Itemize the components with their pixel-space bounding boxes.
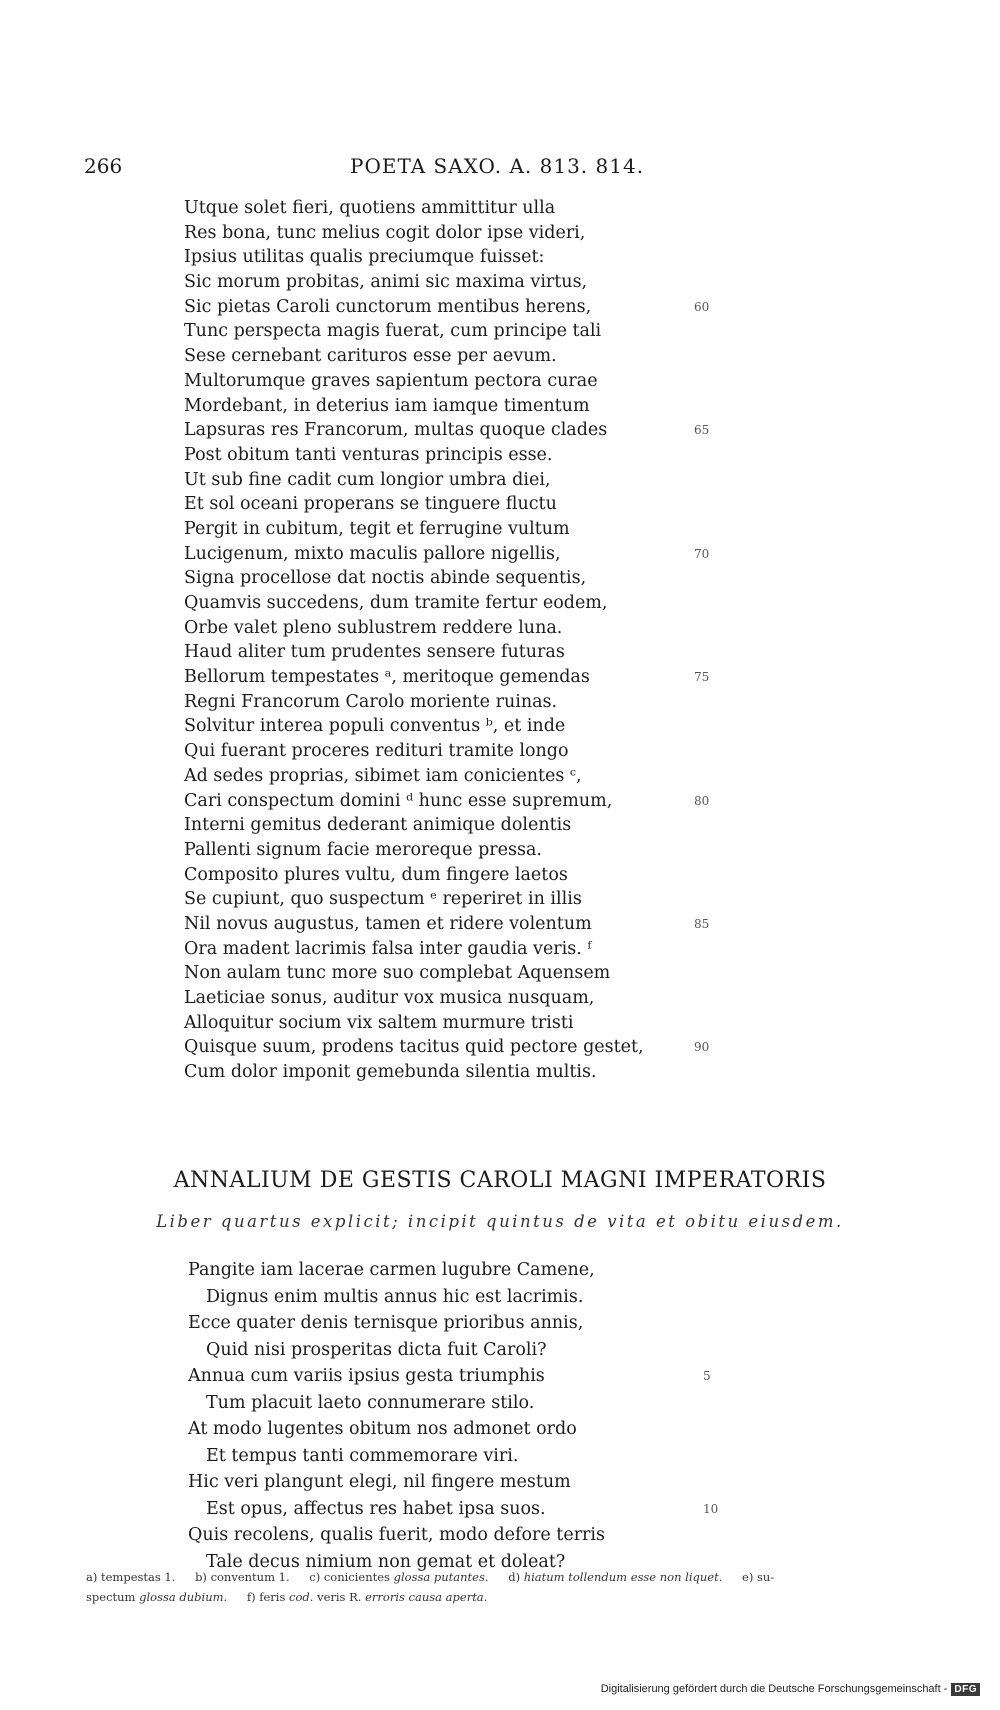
elegy-block: [188, 1257, 748, 1575]
line-text: Qui fuerant proceres redituri tramite longo: [184, 741, 569, 762]
elegy-line: [188, 1496, 748, 1523]
elegy-line: [188, 1284, 748, 1311]
line-number: 60: [694, 299, 710, 314]
footnote-e-continued: [86, 1590, 227, 1604]
line-text: Quid nisi prosperitas dicta fuit Caroli?: [206, 1339, 547, 1360]
line-text: Ecce quater denis ternisque prioribus annis,: [188, 1313, 584, 1333]
verse-line: [184, 542, 784, 567]
footnote-f-note: erroris causa aperta.: [365, 1590, 488, 1604]
line-text: Nil novus augustus, tamen et ridere volentum: [184, 913, 592, 934]
elegy-line: [188, 1443, 748, 1470]
footnotes: [86, 1567, 916, 1607]
line-text: Hic veri plangunt elegi, nil fingere mestum: [188, 1472, 571, 1492]
line-text: Tum placuit laeto connumerare stilo.: [206, 1392, 535, 1413]
line-text: Et sol oceani properans se tinguere fluctu: [184, 494, 557, 515]
line-text: At modo lugentes obitum nos admonet ordo: [188, 1419, 577, 1439]
verse-line: [184, 838, 784, 863]
line-text: Ut sub fine cadit cum longior umbra diei,: [184, 469, 551, 490]
footnote-d: [508, 1570, 722, 1584]
verse-line: [184, 961, 784, 986]
verse-line: [184, 813, 784, 838]
line-text: Orbe valet pleno sublustrem reddere luna.: [184, 617, 563, 638]
line-text: Se cupiunt, quo suspectum ᵉ reperiret in illis: [184, 889, 582, 910]
verse-line: [184, 665, 784, 690]
line-text: Composito plures vultu, dum fingere laetos: [184, 864, 568, 885]
footnote-e-cont: spectum: [86, 1590, 136, 1604]
elegy-line: [188, 1522, 748, 1549]
line-text: Utque solet fieri, quotiens ammittitur ulla: [184, 198, 556, 218]
verse-line: [184, 295, 784, 320]
line-text: Tale decus nimium non gemat et doleat?: [206, 1551, 566, 1572]
verse-line: [184, 344, 784, 369]
line-number: 85: [694, 916, 710, 931]
verse-line: [184, 616, 784, 641]
line-text: Annua cum variis ipsius gesta triumphis: [188, 1366, 545, 1386]
footnote-f-cod: cod.: [289, 1590, 314, 1604]
verse-line: [184, 270, 784, 295]
line-text: Dignus enim multis annus hic est lacrimis.: [206, 1286, 584, 1307]
section-heading: ANNALIUM DE GESTIS CAROLI MAGNI IMPERATORIS: [173, 1168, 827, 1193]
verse-line: [184, 1035, 784, 1060]
footnote-a: a) tempestas 1.: [86, 1570, 176, 1584]
line-text: Haud aliter tum prudentes sensere futuras: [184, 642, 565, 663]
verse-line: [184, 739, 784, 764]
line-text: Pergit in cubitum, tegit et ferrugine vultum: [184, 518, 570, 539]
line-number: 10: [703, 1501, 719, 1516]
verse-block: [184, 196, 784, 1085]
line-text: Laeticiae sonus, auditur vox musica nusquam,: [184, 988, 595, 1008]
line-text: Sic morum probitas, animi sic maxima virtus,: [184, 272, 588, 293]
line-text: Non aulam tunc more suo complebat Aquensem: [184, 963, 611, 984]
verse-line: [184, 591, 784, 616]
verse-line: [184, 492, 784, 517]
line-text: Ora madent lacrimis falsa inter gaudia veris. ᶠ: [184, 938, 592, 959]
verse-line: [184, 566, 784, 591]
verse-line: [184, 714, 784, 739]
elegy-line: [188, 1390, 748, 1417]
footnote-c-main: c) conicientes: [309, 1570, 390, 1584]
footnote-f-main: veris R.: [317, 1590, 362, 1604]
digitization-credit: [601, 1680, 980, 1698]
line-number: 65: [694, 423, 710, 438]
verse-line: [184, 221, 784, 246]
footnote-f-label: f) feris: [246, 1590, 286, 1604]
line-number: 75: [694, 670, 710, 685]
line-text: Quamvis succedens, dum tramite fertur eodem,: [184, 593, 608, 613]
page-header: [0, 150, 1000, 180]
line-text: Lapsuras res Francorum, multas quoque clades: [184, 420, 608, 441]
elegy-line: [188, 1469, 748, 1496]
elegy-line: [188, 1363, 748, 1390]
verse-line: [184, 468, 784, 493]
verse-line: [184, 369, 784, 394]
elegy-line: [188, 1310, 748, 1337]
credit-text: Digitalisierung gefördert durch die Deutsche Forschungsgemeinschaft -: [600, 1683, 948, 1695]
line-text: Interni gemitus dederant animique dolentis: [184, 815, 572, 836]
line-text: Tunc perspecta magis fuerat, cum principe tali: [184, 321, 602, 342]
line-text: Cum dolor imponit gemebunda silentia multis.: [184, 1062, 597, 1083]
verse-line: [184, 319, 784, 344]
footnote-d-label: d): [508, 1570, 521, 1584]
verse-line: [184, 245, 784, 270]
verse-line: [184, 443, 784, 468]
verse-line: [184, 912, 784, 937]
line-text: Et tempus tanti commemorare viri.: [206, 1445, 519, 1466]
verse-line: [184, 1011, 784, 1036]
verse-line: [184, 986, 784, 1011]
line-text: Pangite iam lacerae carmen lugubre Camene,: [188, 1260, 595, 1280]
section-subheading: Liber quartus explicit; incipit quintus de vita et obitu eiusdem.: [156, 1212, 844, 1231]
line-text: Sese cernebant carituros esse per aevum.: [184, 346, 557, 367]
footnote-e-label: e) su-: [742, 1570, 775, 1584]
dfg-logo-icon: DFG: [951, 1683, 980, 1696]
line-text: Sic pietas Caroli cunctorum mentibus herens,: [184, 296, 592, 317]
verse-line: [184, 764, 784, 789]
elegy-line: [188, 1337, 748, 1364]
verse-line: [184, 789, 784, 814]
line-number: 80: [694, 793, 710, 808]
line-text: Regni Francorum Carolo moriente ruinas.: [184, 691, 558, 712]
line-number: 90: [694, 1040, 710, 1055]
line-text: Ad sedes proprias, sibimet iam conicientes ᶜ,: [184, 765, 582, 786]
footnote-e-note: glossa dubium.: [139, 1590, 228, 1604]
line-text: Pallenti signum facie meroreque pressa.: [184, 839, 542, 860]
footnote-f: [247, 1590, 488, 1604]
line-text: Quis recolens, qualis fuerit, modo defore terris: [188, 1525, 606, 1545]
footnote-c-note: glossa putantes.: [393, 1570, 489, 1584]
line-text: Quisque suum, prodens tacitus quid pectore gestet,: [184, 1037, 644, 1058]
verse-line: [184, 517, 784, 542]
line-number: 70: [694, 546, 710, 561]
running-title: POETA SAXO. A. 813. 814.: [350, 154, 645, 178]
line-text: Ipsius utilitas qualis preciumque fuisset:: [184, 247, 545, 268]
verse-line: [184, 394, 784, 419]
line-text: Mordebant, in deterius iam iamque timentum: [184, 395, 590, 416]
line-text: Res bona, tunc melius cogit dolor ipse videri,: [184, 222, 586, 243]
verse-line: [184, 690, 784, 715]
elegy-line: [188, 1257, 748, 1284]
footnote-b: b) conventum 1.: [195, 1570, 290, 1584]
verse-line: [184, 196, 784, 221]
line-number: 5: [703, 1369, 711, 1383]
verse-line: [184, 937, 784, 962]
line-text: Multorumque graves sapientum pectora curae: [184, 370, 598, 391]
page-number: 266: [84, 154, 123, 178]
line-text: Alloquitur socium vix saltem murmure tristi: [184, 1012, 574, 1033]
footnote-c: [309, 1570, 488, 1584]
line-text: Est opus, affectus res habet ipsa suos.: [206, 1498, 546, 1519]
elegy-line: [188, 1416, 748, 1443]
line-text: Post obitum tanti venturas principis esse.: [184, 444, 553, 465]
line-text: Cari conspectum domini ᵈ hunc esse supremum,: [184, 790, 613, 811]
verse-line: [184, 863, 784, 888]
verse-line: [184, 418, 784, 443]
verse-line: [184, 1060, 784, 1085]
verse-line: [184, 640, 784, 665]
line-text: Bellorum tempestates ᵃ, meritoque gemendas: [184, 667, 590, 688]
verse-line: [184, 887, 784, 912]
footnote-e: [742, 1570, 774, 1584]
footnote-d-note: hiatum tollendum esse non liquet.: [523, 1570, 723, 1584]
line-text: Signa procellose dat noctis abinde sequentis,: [184, 568, 587, 589]
line-text: Solvitur interea populi conventus ᵇ, et inde: [184, 716, 566, 737]
line-text: Lucigenum, mixto maculis pallore nigellis,: [184, 543, 561, 564]
